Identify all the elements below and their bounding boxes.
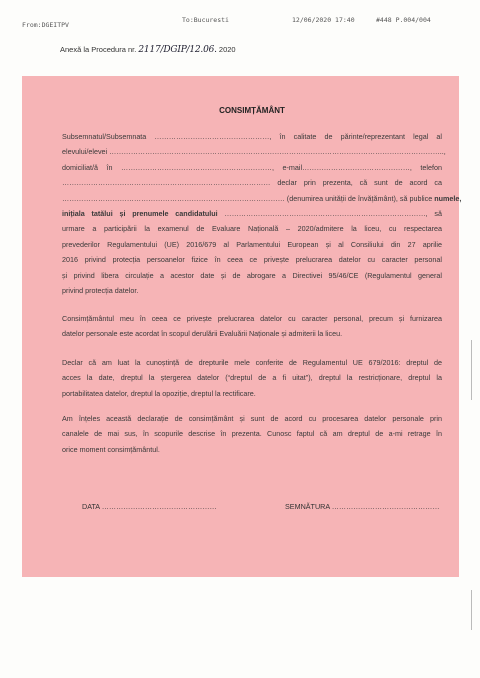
fax-page-number: #448 P.004/004 xyxy=(376,16,431,24)
form-line: domiciliat/ă în ………………………………………………………, e-mail………………………………………, telefon xyxy=(62,162,442,172)
bold-emphasis: inițiala tatălui și prenumele candidatului xyxy=(62,209,218,218)
paragraph-line: orice moment consimțământul. xyxy=(62,444,160,454)
paragraph-line: Am înțeles această declarație de consimțământ și sunt de acord cu procesarea datelor personale prin xyxy=(62,414,442,423)
form-line xyxy=(62,206,442,221)
paragraph-line: acces la date, dreptul la ștergerea datelor (“dreptul de a fi uitat”), dreptul la restricționare, dreptul la xyxy=(62,373,442,383)
annex-year: 2020 xyxy=(218,45,236,54)
date-field: DATA ………………………………………… xyxy=(82,502,217,511)
form-line: 2016 privind protecția persoanelor fizice în ceea ce privește prelucrarea datelor cu caracter personal xyxy=(62,255,442,265)
fax-recipient: To:Bucuresti xyxy=(182,16,229,24)
form-line: urmare a participării la examenul de Evaluare Națională – 2020/admitere la liceu, cu respectarea xyxy=(62,224,442,234)
form-line-text: …………………………………………………………………………, să xyxy=(224,209,443,218)
form-title: CONSIMȚĂMÂNT xyxy=(219,106,285,115)
paragraph-line: portabilitatea datelor, dreptul la opoziție, dreptul la rectificare. xyxy=(62,388,256,398)
form-line: și privind libera circulație a acestor date și de abrogare a Directivei 95/46/CE (Regulamentul general xyxy=(62,270,442,280)
handwritten-number: 2117/DGIP/12.06. xyxy=(138,45,217,55)
form-line xyxy=(62,191,462,206)
scan-edge-mark xyxy=(471,590,472,630)
paragraph-line: canalele de mai sus, în scopurile descrise în prezenta. Cunosc faptul că am dreptul de a-mi retrage în xyxy=(62,429,442,439)
form-line: Subsemnatul/Subsemnata …………………………………………, în calitate de părinte/reprezentant legal al xyxy=(62,132,442,141)
form-line: elevului/elevei ………………………………………………………………………………………………………………………….., xyxy=(62,147,446,157)
annex-prefix: Anexă la Procedura nr. xyxy=(60,45,137,54)
fax-sender: From:DGEITPV xyxy=(22,21,69,29)
form-line: …………………………………………………………………………… declar prin prezenta, că sunt de acord ca xyxy=(62,178,442,188)
fax-timestamp: 12/06/2020 17:40 xyxy=(292,16,355,24)
form-line: prevederilor Regulamentului (UE) 2016/679 al Parlamentului European și al Consiliului din 27 aprilie xyxy=(62,239,442,249)
fax-header xyxy=(0,16,480,28)
form-line: privind protecția datelor. xyxy=(62,286,139,295)
annex-reference xyxy=(60,45,236,55)
paragraph-line: Declar că am luat la cunoștință de drepturile mele conferite de Regulamentul UE 679/2016: dreptul de xyxy=(62,358,442,367)
form-line-text: ………………………………………………………………………………… (denumirea unității de învățământ), să publice xyxy=(62,193,433,203)
bold-emphasis: numele, xyxy=(434,193,462,203)
paragraph-line: Consimțământul meu în ceea ce privește prelucrarea datelor cu caracter personal, precum și furnizarea xyxy=(62,314,442,323)
scan-edge-mark xyxy=(471,340,472,400)
signature-field: SEMNĂTURA ……………………………………… xyxy=(285,502,440,511)
consent-form-page xyxy=(22,76,462,577)
paragraph-line: datelor personale este acordat în scopul derulării Evaluării Naționale și admiterii la liceu. xyxy=(62,329,343,339)
